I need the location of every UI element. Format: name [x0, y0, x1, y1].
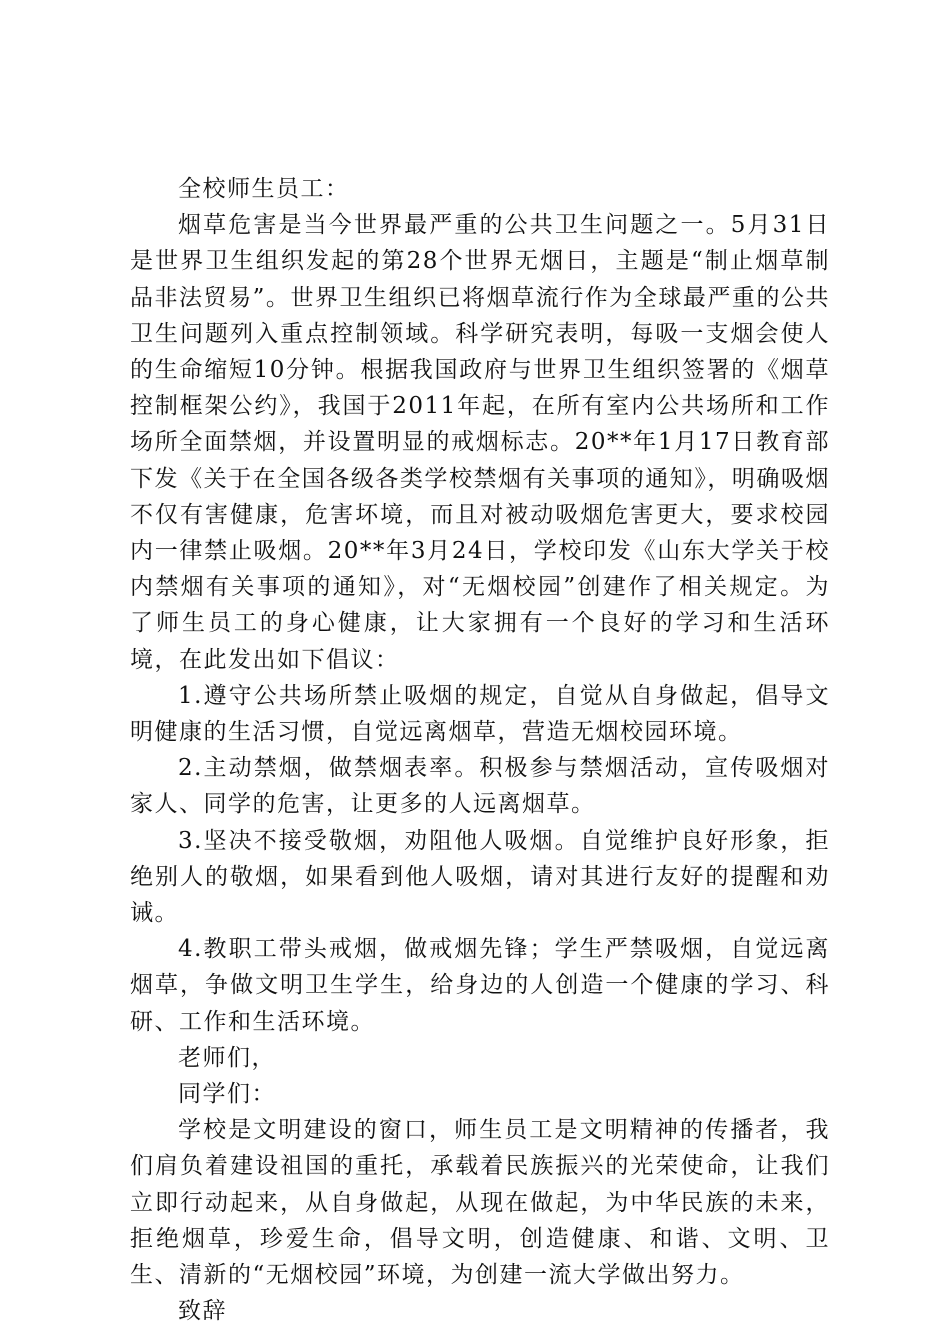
intro-paragraph: 烟草危害是当今世界最严重的公共卫生问题之一。5月31日是世界卫生组织发起的第28个世界无烟日，主题是“制止烟草制品非法贸易”。世界卫生组织已将烟草流行作为全球最严重的公共卫生问题列入重点控制领域。科学研究表明，每吸一支烟会使人的生命缩短10分钟。根据我国政府与世界卫生组织签署的《烟草控制框架公约》，我国于2011年起，在所有室内公共场所和工作场所全面禁烟，并设置明显的戒烟标志。20**年1月17日教育部下发《关于在全国各级各类学校禁烟有关事项的通知》，明确吸烟不仅有害健康，危害坏境，而且对被动吸烟危害更大，要求校园内一律禁止吸烟。20**年3月24日，学校印发《山东大学关于校内禁烟有关事项的通知》，对“无烟校园”创建作了相关规定。为了师生员工的身心健康，让大家拥有一个良好的学习和生活环境，在此发出如下倡议：: [130, 212, 830, 673]
address-teachers: 老师们，: [178, 1044, 276, 1071]
proposal-item-4: 4.教职工带头戒烟，做戒烟先锋；学生严禁吸烟，自觉远离烟草，争做文明卫生学生，给身边的人创造一个健康的学习、科研、工作和生活环境。: [130, 936, 830, 1035]
salutation: 全校师生员工：: [178, 176, 350, 202]
address-students: 同学们：: [178, 1081, 276, 1108]
signoff: 致辞: [178, 1298, 227, 1325]
proposal-item-3: 3.坚决不接受敬烟，劝阻他人吸烟。自觉维护良好形象，拒绝别人的敬烟，如果看到他人吸烟，请对其进行友好的提醒和劝诫。: [130, 827, 830, 927]
proposal-item-2: 2.主动禁烟，做禁烟表率。积极参与禁烟活动，宣传吸烟对家人、同学的危害，让更多的人远离烟草。: [130, 755, 830, 818]
closing-paragraph: 学校是文明建设的窗口，师生员工是文明精神的传播者，我们肩负着建设祖国的重托，承载着民族振兴的光荣使命，让我们立即行动起来，从自身做起，从现在做起，为中华民族的未来，拒绝烟草，珍爱生命，倡导文明，创造健康、和谐、文明、卫生、清新的“无烟校园”环境，为创建一流大学做出努力。: [130, 1117, 830, 1289]
document-body: [130, 171, 830, 1330]
proposal-item-1: 1.遵守公共场所禁止吸烟的规定，自觉从自身做起，倡导文明健康的生活习惯，自觉远离烟草，营造无烟校园环境。: [130, 682, 830, 746]
